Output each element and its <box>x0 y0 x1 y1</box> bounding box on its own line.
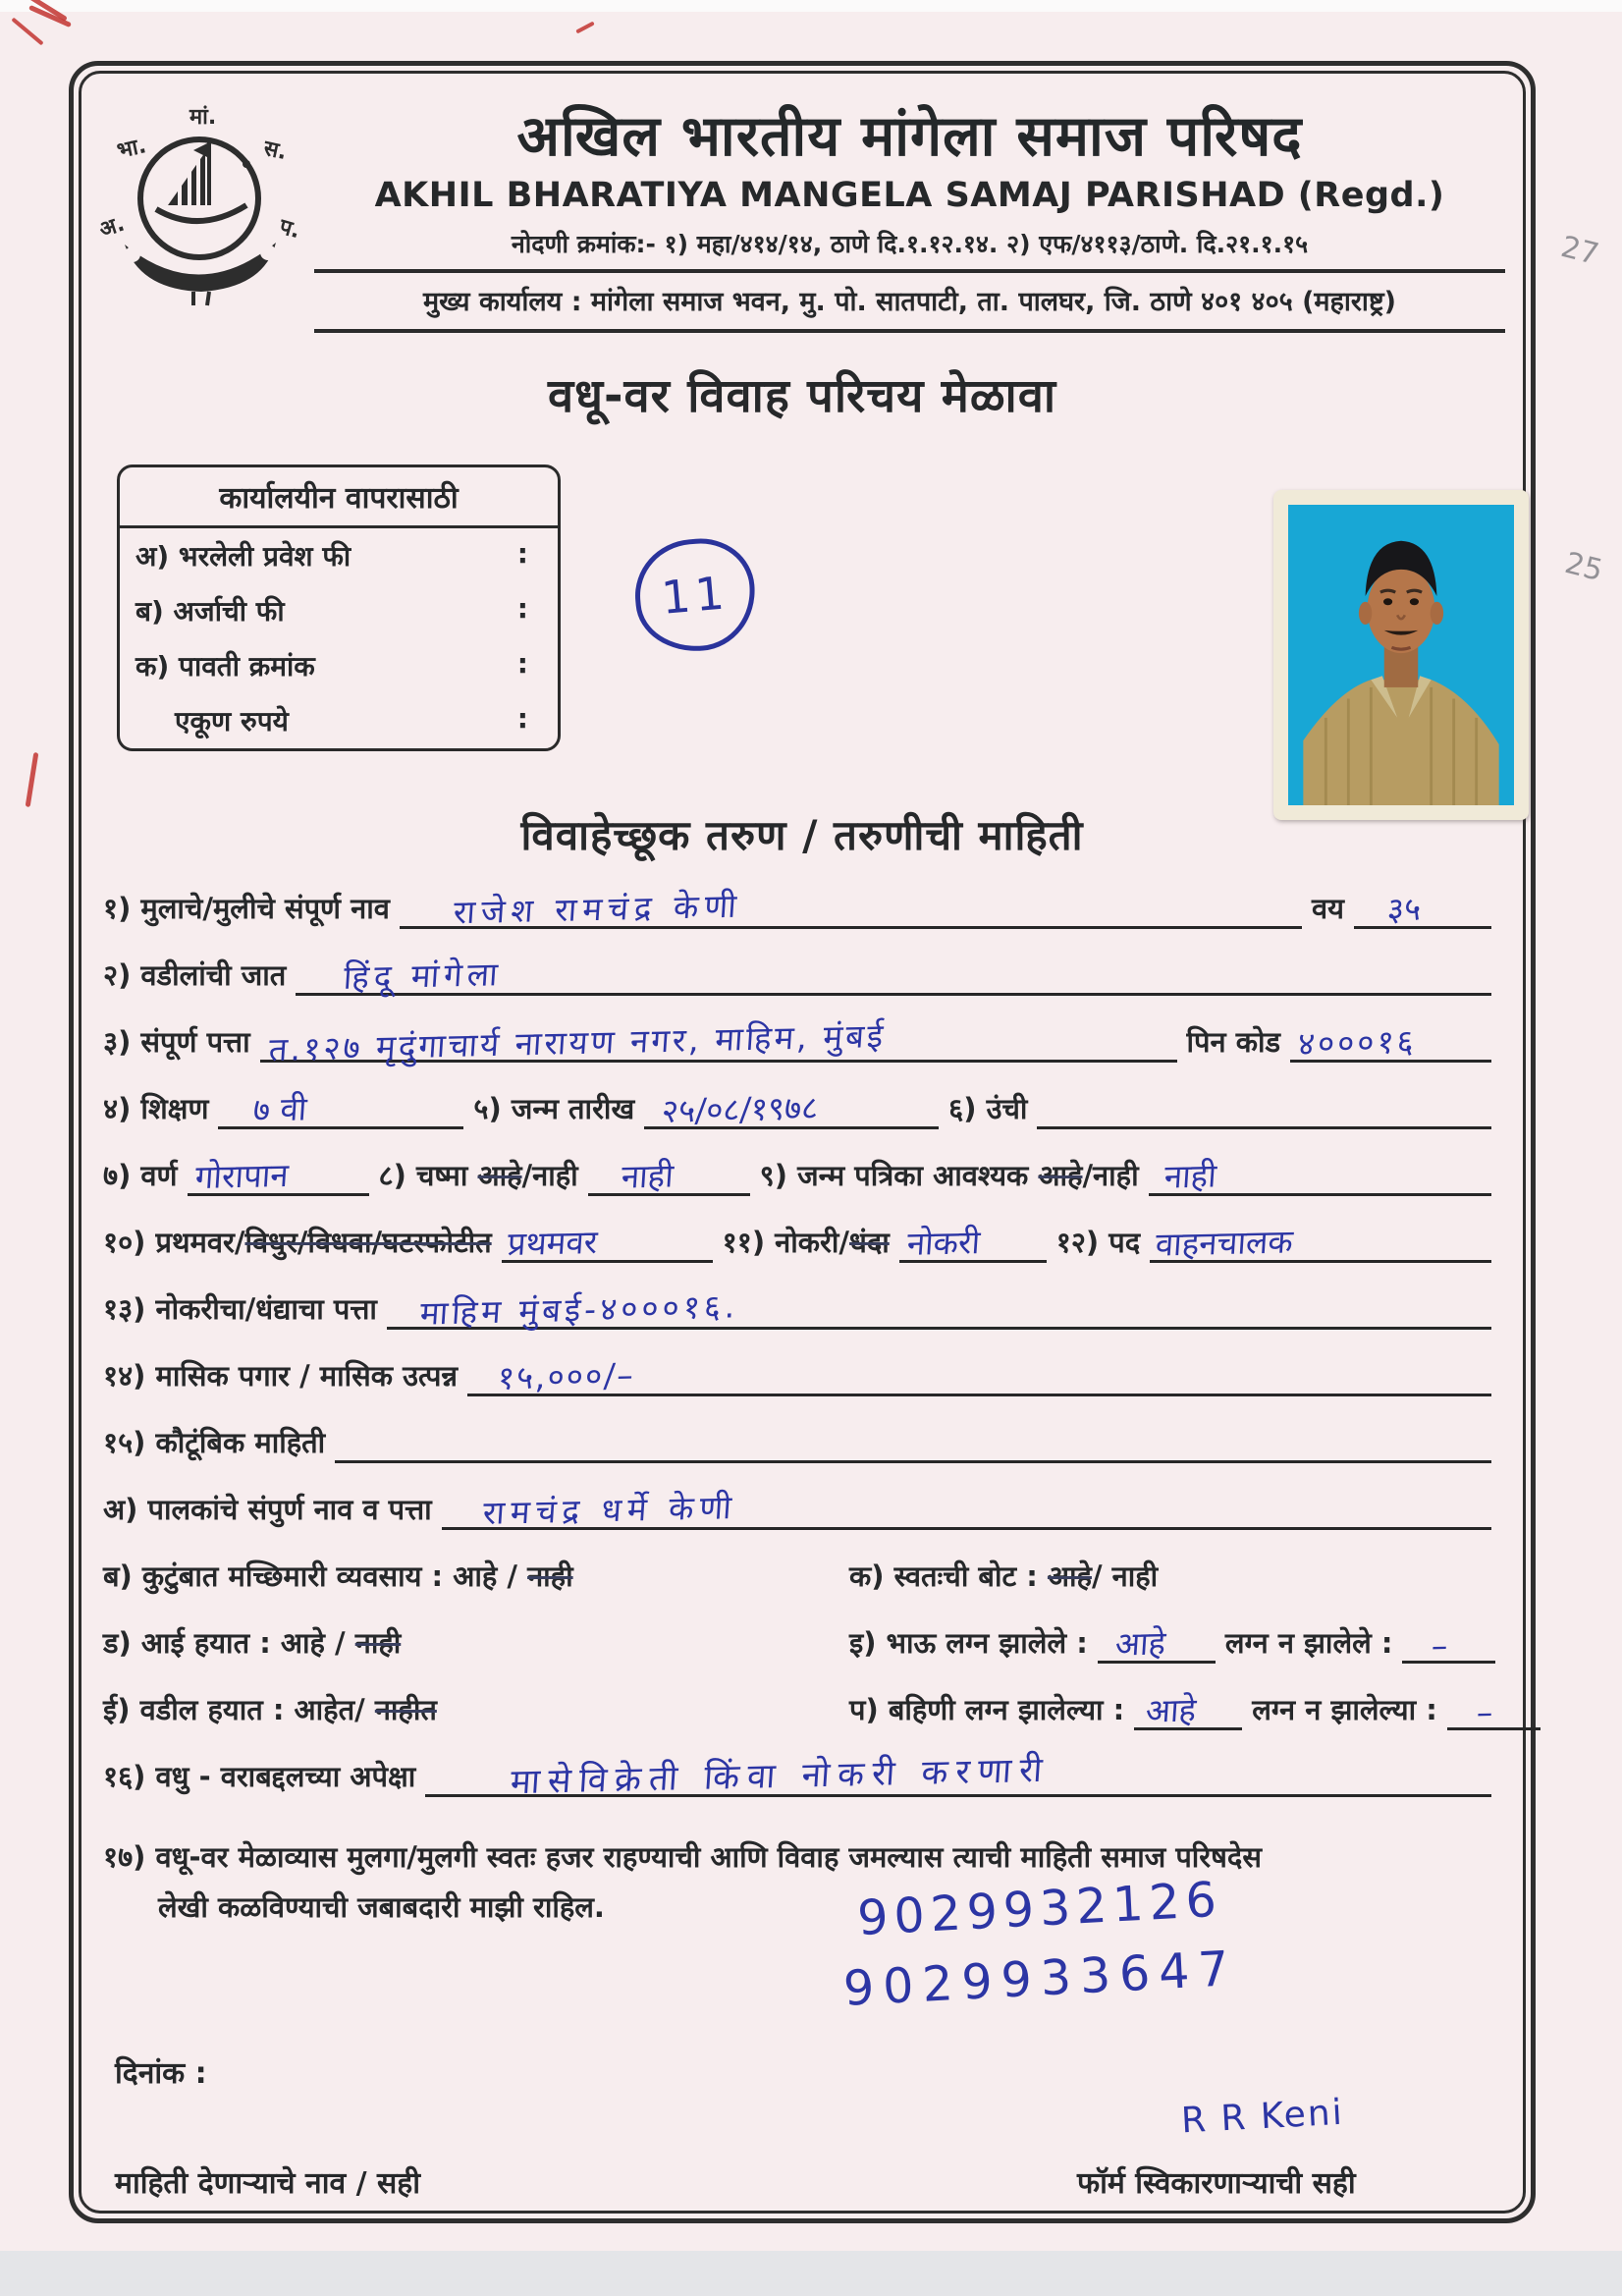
handwritten-marital-status: प्रथमवर <box>506 1222 599 1264</box>
scanner-edge-top <box>0 0 1622 12</box>
field-label: १५) कौटूंबिक माहिती <box>103 1426 326 1459</box>
field-label: १२) पद <box>1055 1226 1141 1259</box>
office-use-row <box>120 638 558 693</box>
struck-option: नाही <box>527 1559 573 1593</box>
field-label: १) मुलाचे/मुलीचे संपूर्ण नाव <box>103 892 390 925</box>
registration-line: नोदणी क्रमांक:- १) महा/४१४/१४, ठाणे दि.१.१२.१४. २) एफ/४११३/ठाणे. दि.२१.१.१५ <box>314 227 1505 273</box>
form-row-mother-brothers <box>99 1623 1505 1664</box>
handwritten-caste: हिंदू मांगेला <box>342 955 505 997</box>
receiver-signature: R R Keni <box>1180 2092 1345 2142</box>
logo-initial: अ. <box>96 211 128 244</box>
form-row-salary <box>99 1356 1505 1396</box>
field-label: ५) जन्म तारीख <box>473 1092 635 1125</box>
header-text <box>314 95 1505 333</box>
head-office-line: मुख्य कार्यालय : मांगेला समाज भवन, मु. पो. सातपाटी, ता. पालघर, जि. ठाणे ४०१ ४०५ (महाराष्ट्र) <box>314 282 1505 333</box>
office-row-label: एकूण रुपये <box>175 705 289 738</box>
handwritten-name: राजेश रामचंद्र केणी <box>452 886 744 932</box>
struck-option: आहे <box>477 1159 522 1192</box>
phone-number: 9029933647 <box>841 1940 1239 2017</box>
field-label: ब) कुटुंबात मच्छिमारी व्यवसाय : आहे / नाही <box>103 1559 573 1593</box>
office-row-colon: : <box>516 537 528 570</box>
field-label: ८) चष्मा आहे/नाही <box>378 1159 578 1192</box>
office-row-colon: : <box>516 647 528 680</box>
org-title-english: AKHIL BHARATIYA MANGELA SAMAJ PARISHAD (Regd.) <box>374 176 1445 215</box>
page-title: वधू-वर विवाह परिचय मेळावा <box>547 369 1057 423</box>
office-use-box-title: कार्यालयीन वापरासाठी <box>120 467 558 528</box>
field-label: प) बहिणी लग्न झालेल्या : <box>849 1693 1125 1726</box>
phone-numbers <box>841 1871 1239 2017</box>
handwritten-work-address: माहिम मुंबई-४०००१६. <box>418 1286 740 1333</box>
struck-option: आहे <box>1047 1559 1092 1593</box>
logo-initial: प. <box>276 214 303 245</box>
field-label: ४) शिक्षण <box>103 1092 209 1125</box>
field-label: ७) वर्ण <box>103 1159 178 1192</box>
handwritten-sisters-married: आहे <box>1144 1690 1198 1730</box>
office-use-row <box>120 693 558 748</box>
office-use-row <box>120 528 558 583</box>
scanner-edge-bottom <box>0 2251 1622 2296</box>
field-label: ई) वडील हयात : आहेत/ नाहीत <box>103 1693 437 1726</box>
handwritten-guardian: रामचंद्र धर्मे केणी <box>482 1488 739 1532</box>
field-label: लग्न न झालेले : <box>1224 1626 1393 1660</box>
field-label: पिन कोड <box>1186 1025 1280 1059</box>
declaration-line1: १७) वधू-वर मेळाव्यास मुलगा/मुलगी स्वतः हजर राहण्याची आणि विवाह जमल्यास त्याची माहिती समाज परिषदेस <box>103 1840 1262 1874</box>
form-row-expectations <box>99 1750 1505 1803</box>
margin-note: 25 <box>1561 545 1606 589</box>
field-label: ६) उंची <box>948 1092 1028 1125</box>
writing-line <box>502 1224 713 1263</box>
handwritten-post: वाहनचालक <box>1154 1222 1295 1264</box>
form-row-address <box>99 1015 1505 1069</box>
handwritten-brothers-married: आहे <box>1113 1623 1167 1664</box>
handwritten-expectations: मासेविक्रेती किंवा नोकरी करणारी <box>509 1750 1052 1803</box>
form-row-guardian <box>99 1490 1505 1530</box>
office-row-colon: : <box>516 702 528 735</box>
handwritten-salary: १५,०००/– <box>496 1355 637 1397</box>
writing-line <box>425 1750 1491 1803</box>
form-row-education-birth-height <box>99 1089 1505 1129</box>
handwritten-sisters-unmarried: – <box>1475 1692 1494 1732</box>
form-row-complexion-glasses-horoscope <box>99 1156 1505 1196</box>
handwritten-brothers-unmarried: – <box>1431 1625 1450 1666</box>
logo-initial: मां. <box>189 105 217 130</box>
field-label: ३) संपूर्ण पत्ता <box>103 1025 250 1059</box>
form-row-name <box>99 886 1505 932</box>
writing-line <box>1402 1624 1495 1664</box>
applicant-portrait <box>1288 505 1514 805</box>
struck-option: आहे <box>1038 1159 1083 1192</box>
field-label: १६) वधु - वराबद्दलच्या अपेक्षा <box>103 1760 416 1793</box>
form-row-father-sisters <box>99 1690 1505 1730</box>
writing-line <box>188 1157 369 1196</box>
form-content <box>96 80 1505 2205</box>
office-row-label: क) पावती क्रमांक <box>135 650 315 683</box>
writing-line <box>1134 1691 1242 1730</box>
form-row-family-info <box>99 1423 1505 1463</box>
writing-line <box>644 1090 939 1129</box>
handwritten-horoscope: नाही <box>1162 1156 1217 1196</box>
struck-option: विधुर/विधवा/घटस्फोटीत <box>244 1226 492 1259</box>
date-label: दिनांक : <box>115 2056 207 2091</box>
writing-line <box>1290 1023 1491 1063</box>
handwritten-job: नोकरी <box>905 1223 982 1263</box>
margin-note: 27 <box>1557 229 1602 273</box>
form-rows <box>99 886 1505 1933</box>
writing-line <box>467 1357 1491 1396</box>
field-label: क) स्वतःची बोट : आहे/ नाही <box>849 1559 1159 1593</box>
handwritten-complexion: गोरापान <box>193 1155 290 1197</box>
writing-line <box>1354 890 1491 929</box>
field-label: वय <box>1312 892 1344 925</box>
writing-line <box>1447 1691 1541 1730</box>
writing-line <box>335 1424 1491 1463</box>
writing-line <box>899 1224 1047 1263</box>
struck-option: नाही <box>354 1626 402 1660</box>
handwritten-age: ३५ <box>1385 889 1423 929</box>
writing-line <box>1037 1090 1491 1129</box>
red-pen-mark <box>575 22 595 34</box>
form-row-fishing-boat <box>99 1557 1505 1597</box>
field-label: ड) आई हयात : आहे / नाही <box>103 1626 402 1660</box>
declaration-line2: लेखी कळविण्याची जबाबदारी माझी राहिल. <box>158 1889 605 1924</box>
logo-initial: स. <box>261 136 290 166</box>
field-label: ९) जन्म पत्रिका आवश्यक आहे/नाही <box>759 1159 1139 1192</box>
writing-line <box>296 957 1491 996</box>
office-row-colon: : <box>516 592 528 625</box>
writing-line <box>1149 1157 1491 1196</box>
field-label: २) वडीलांची जात <box>103 958 287 992</box>
handwritten-education: ७ वी <box>252 1089 309 1129</box>
writing-line <box>1150 1224 1491 1263</box>
office-row-label: ब) अर्जाची फी <box>135 595 285 628</box>
declaration-paragraph <box>99 1832 1505 1933</box>
phone-number: 9029932126 <box>855 1871 1224 1947</box>
field-label: अ) पालकांचे संपुर्ण नाव व पत्ता <box>103 1493 432 1526</box>
struck-option: नाहीत <box>374 1693 437 1726</box>
field-label: १४) मासिक पगार / मासिक उत्पन्न <box>103 1359 458 1393</box>
entry-number: 11 <box>659 566 731 625</box>
form-receiver-label: फॉर्म स्विकारणाऱ्याची सही <box>1077 2166 1356 2201</box>
writing-line <box>218 1090 463 1129</box>
applicant-photo <box>1273 490 1529 820</box>
field-label: ११) नोकरी/धंदा <box>722 1226 890 1259</box>
field-label: १०) प्रथमवर/विधुर/विधवा/घटस्फोटीत <box>103 1226 492 1259</box>
handwritten-birthdate: २५/०८/१९७८ <box>660 1088 820 1130</box>
logo-initial: भा. <box>115 134 149 164</box>
writing-line <box>1098 1624 1216 1664</box>
section-title: विवाहेच्छूक तरुण / तरुणीची माहिती <box>520 811 1084 859</box>
form-row-work-address <box>99 1286 1505 1333</box>
handwritten-address: त.१२७ मृदुंगाचार्य नारायण नगर, माहिम, मुंबई <box>267 1015 888 1069</box>
struck-option: धंदा <box>849 1226 890 1259</box>
writing-line <box>400 886 1302 932</box>
handwritten-glasses: नाही <box>620 1156 675 1196</box>
organization-logo <box>96 95 303 311</box>
red-pen-mark <box>26 752 39 807</box>
office-row-label: अ) भरलेली प्रवेश फी <box>135 540 351 573</box>
informant-signature-label: माहिती देणाऱ्याचे नाव / सही <box>115 2166 420 2201</box>
field-label: इ) भाऊ लग्न झालेले : <box>849 1626 1088 1660</box>
office-use-box <box>117 465 561 751</box>
writing-line <box>442 1488 1491 1532</box>
org-title-devanagari: अखिल भारतीय मांगेला समाज परिषद <box>516 104 1303 169</box>
writing-line <box>260 1015 1177 1069</box>
form-border-frame <box>69 61 1536 2223</box>
writing-line <box>588 1157 750 1196</box>
field-label: १३) नोकरीचा/धंद्याचा पत्ता <box>103 1292 377 1326</box>
form-header <box>96 95 1505 333</box>
office-use-row <box>120 583 558 638</box>
field-label: लग्न न झालेल्या : <box>1252 1693 1437 1726</box>
form-row-marital-job-post <box>99 1223 1505 1263</box>
writing-line <box>387 1286 1491 1333</box>
red-pen-mark <box>11 18 43 46</box>
form-row-caste <box>99 956 1505 996</box>
handwritten-pincode: ४०००१६ <box>1296 1021 1419 1064</box>
